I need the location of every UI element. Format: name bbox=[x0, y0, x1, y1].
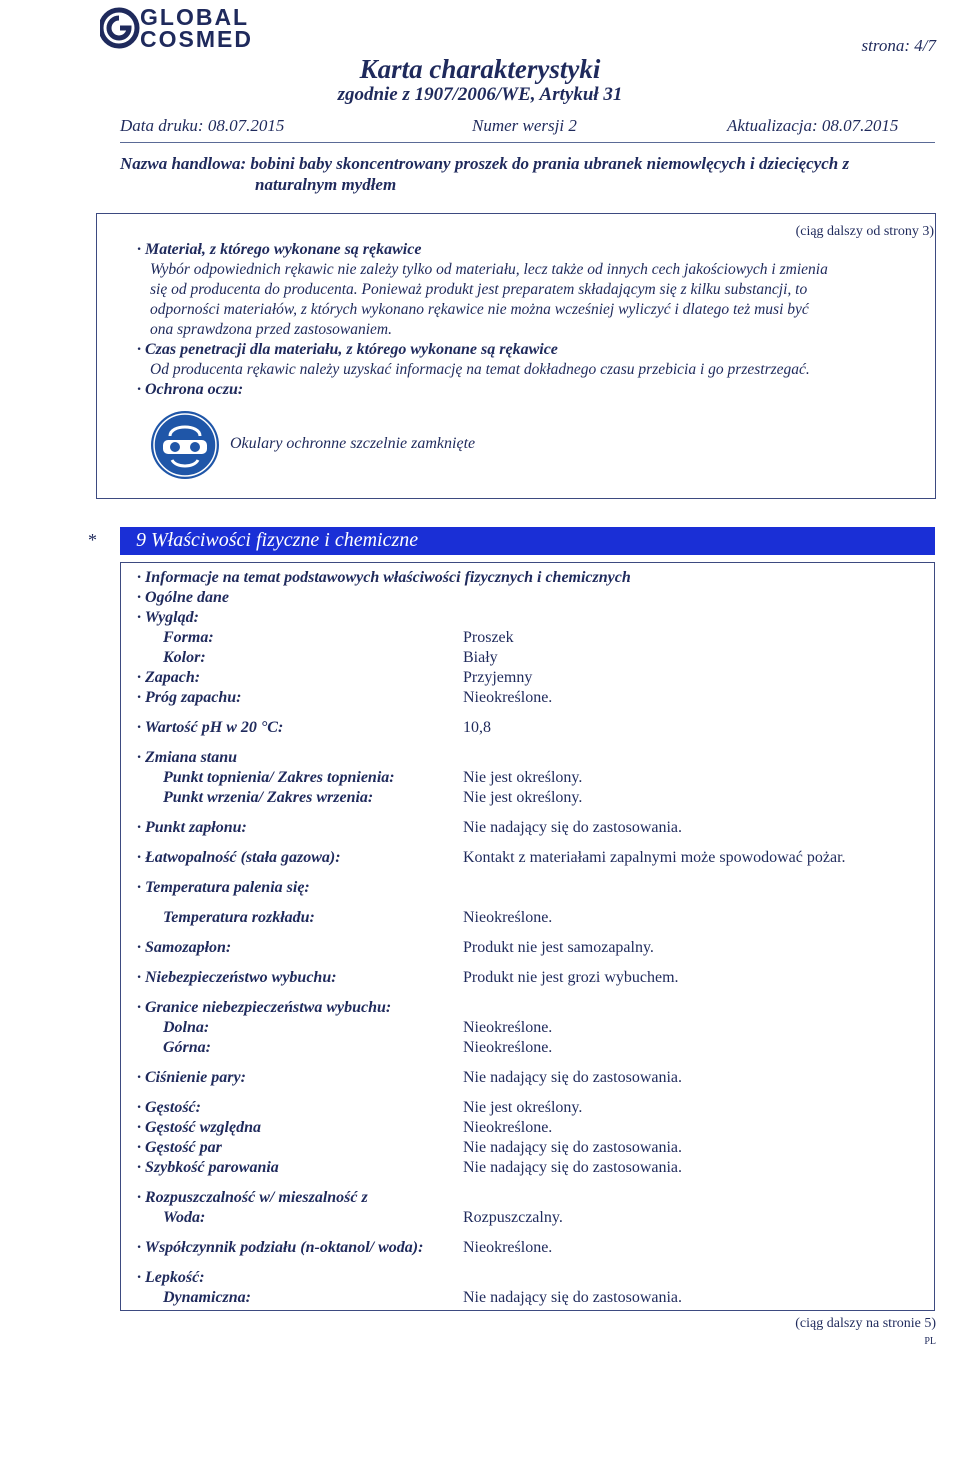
density-label: · Gęstość: bbox=[137, 1099, 201, 1116]
eye-protection-label: · Ochrona oczu: bbox=[137, 381, 244, 398]
gloves-text-line3: odporności materiałów, z których wykonano rękawice nie można wcześniej wyliczyć i dlatego też musi być bbox=[150, 301, 809, 318]
form-label: Forma: bbox=[163, 629, 214, 646]
form-value: Proszek bbox=[463, 629, 514, 646]
flash-point-label: · Punkt zapłonu: bbox=[137, 819, 247, 836]
print-date: Data druku: 08.07.2015 bbox=[120, 116, 285, 135]
page-number: strona: 4/7 bbox=[861, 36, 936, 55]
safety-goggles-icon bbox=[150, 410, 220, 480]
penetration-label: · Czas penetracji dla materiału, z którego wykonane są rękawice bbox=[137, 341, 558, 358]
dynamic-viscosity-value: Nie nadający się do zastosowania. bbox=[463, 1289, 683, 1306]
logo-text-cosmed: COSMED bbox=[140, 26, 253, 52]
gloves-text-line2: się od producenta do producenta. Ponieważ produkt jest preparatem składającym się z kilku substancji, to bbox=[150, 281, 808, 298]
section-title: 9 Właściwości fizyczne i chemiczne bbox=[136, 529, 419, 551]
density-value: Nie jest określony. bbox=[463, 1099, 583, 1116]
ignition-temp-label: · Temperatura palenia się: bbox=[137, 879, 310, 896]
boiling-value: Nie jest określony. bbox=[463, 789, 583, 806]
penetration-text: Od producenta rękawic należy uzyskać informację na temat dokładnego czasu przebicia i go przestrzegać. bbox=[150, 361, 810, 378]
trade-name-line2: naturalnym mydłem bbox=[255, 175, 397, 194]
language-code: PL bbox=[924, 1336, 936, 1347]
explosion-limits-label: · Granice niebezpieczeństwa wybuchu: bbox=[137, 999, 392, 1016]
flammability-value: Kontakt z materiałami zapalnymi może spowodować pożar. bbox=[463, 849, 846, 866]
partition-coefficient-label: · Współczynnik podziału (n-oktanol/ woda): bbox=[137, 1239, 424, 1256]
document-title: Karta charakterystyki bbox=[359, 54, 601, 84]
trade-name-line1: Nazwa handlowa: bobini baby skoncentrowany proszek do prania ubranek niemowlęcych i dziecięcych z bbox=[120, 154, 850, 173]
gloves-text-line4: ona sprawdzona przed zastosowaniem. bbox=[150, 321, 392, 338]
intro-label: · Informacje na temat podstawowych właściwości fizycznych i chemicznych bbox=[137, 569, 631, 586]
explosion-value: Produkt nie jest grozi wybuchem. bbox=[463, 969, 679, 986]
update-date: Aktualizacja: 08.07.2015 bbox=[727, 116, 899, 135]
flash-point-value: Nie nadający się do zastosowania. bbox=[463, 819, 683, 836]
change-marker: * bbox=[88, 530, 97, 550]
upper-limit-label: Górna: bbox=[163, 1039, 212, 1056]
lower-limit-value: Nieokreślone. bbox=[463, 1019, 553, 1036]
ph-value: 10,8 bbox=[463, 719, 491, 736]
evaporation-rate-label: · Szybkość parowania bbox=[137, 1159, 279, 1176]
ph-label: · Wartość pH w 20 °C: bbox=[137, 719, 284, 736]
decomposition-label: Temperatura rozkładu: bbox=[163, 909, 315, 926]
odor-label: · Zapach: bbox=[137, 669, 201, 686]
flammability-label: · Łatwopalność (stała gazowa): bbox=[137, 849, 341, 866]
gloves-text-line1: Wybór odpowiednich rękawic nie zależy tylko od materiału, lecz także od innych cech jakościowych i zmienia bbox=[150, 261, 828, 278]
relative-density-label: · Gęstość względna bbox=[137, 1119, 261, 1136]
solubility-label: · Rozpuszczalność w/ mieszalność z bbox=[137, 1189, 368, 1206]
upper-limit-value: Nieokreślone. bbox=[463, 1039, 553, 1056]
gloves-material-label: · Materiał, z którego wykonane są rękawice bbox=[137, 241, 422, 258]
boiling-label: Punkt wrzenia/ Zakres wrzenia: bbox=[163, 789, 374, 806]
general-label: · Ogólne dane bbox=[137, 589, 229, 606]
vapor-pressure-label: · Ciśnienie pary: bbox=[137, 1069, 246, 1086]
odor-threshold-label: · Próg zapachu: bbox=[137, 689, 242, 706]
color-label: Kolor: bbox=[163, 649, 206, 666]
lower-limit-label: Dolna: bbox=[163, 1019, 210, 1036]
viscosity-label: · Lepkość: bbox=[137, 1269, 205, 1286]
odor-threshold-value: Nieokreślone. bbox=[463, 689, 553, 706]
state-change-label: · Zmiana stanu bbox=[137, 749, 238, 766]
logo-text-global: GLOBAL bbox=[140, 4, 250, 30]
dynamic-viscosity-label: Dynamiczna: bbox=[163, 1289, 251, 1306]
version-number: Numer wersji 2 bbox=[472, 116, 577, 135]
document-subtitle: zgodnie z 1907/2006/WE, Artykuł 31 bbox=[337, 84, 623, 105]
appearance-label: · Wygląd: bbox=[137, 609, 199, 626]
water-label: Woda: bbox=[163, 1209, 206, 1226]
color-value: Biały bbox=[463, 649, 498, 666]
relative-density-value: Nieokreślone. bbox=[463, 1119, 553, 1136]
partition-coefficient-value: Nieokreślone. bbox=[463, 1239, 553, 1256]
eye-protection-text: Okulary ochronne szczelnie zamknięte bbox=[230, 435, 476, 452]
self-ignition-label: · Samozapłon: bbox=[137, 939, 232, 956]
odor-value: Przyjemny bbox=[463, 669, 533, 686]
continued-next: (ciąg dalszy na stronie 5) bbox=[795, 1316, 936, 1331]
water-value: Rozpuszczalny. bbox=[463, 1209, 563, 1226]
explosion-label: · Niebezpieczeństwo wybuchu: bbox=[137, 969, 337, 986]
self-ignition-value: Produkt nie jest samozapalny. bbox=[463, 939, 654, 956]
vapor-pressure-value: Nie nadający się do zastosowania. bbox=[463, 1069, 683, 1086]
header-divider bbox=[120, 142, 935, 143]
melting-value: Nie jest określony. bbox=[463, 769, 583, 786]
vapor-density-value: Nie nadający się do zastosowania. bbox=[463, 1139, 683, 1156]
decomposition-value: Nieokreślone. bbox=[463, 909, 553, 926]
vapor-density-label: · Gęstość par bbox=[137, 1139, 222, 1156]
melting-label: Punkt topnienia/ Zakres topnienia: bbox=[163, 769, 395, 786]
evaporation-rate-value: Nie nadający się do zastosowania. bbox=[463, 1159, 683, 1176]
continued-from: (ciąg dalszy od strony 3) bbox=[795, 224, 934, 239]
